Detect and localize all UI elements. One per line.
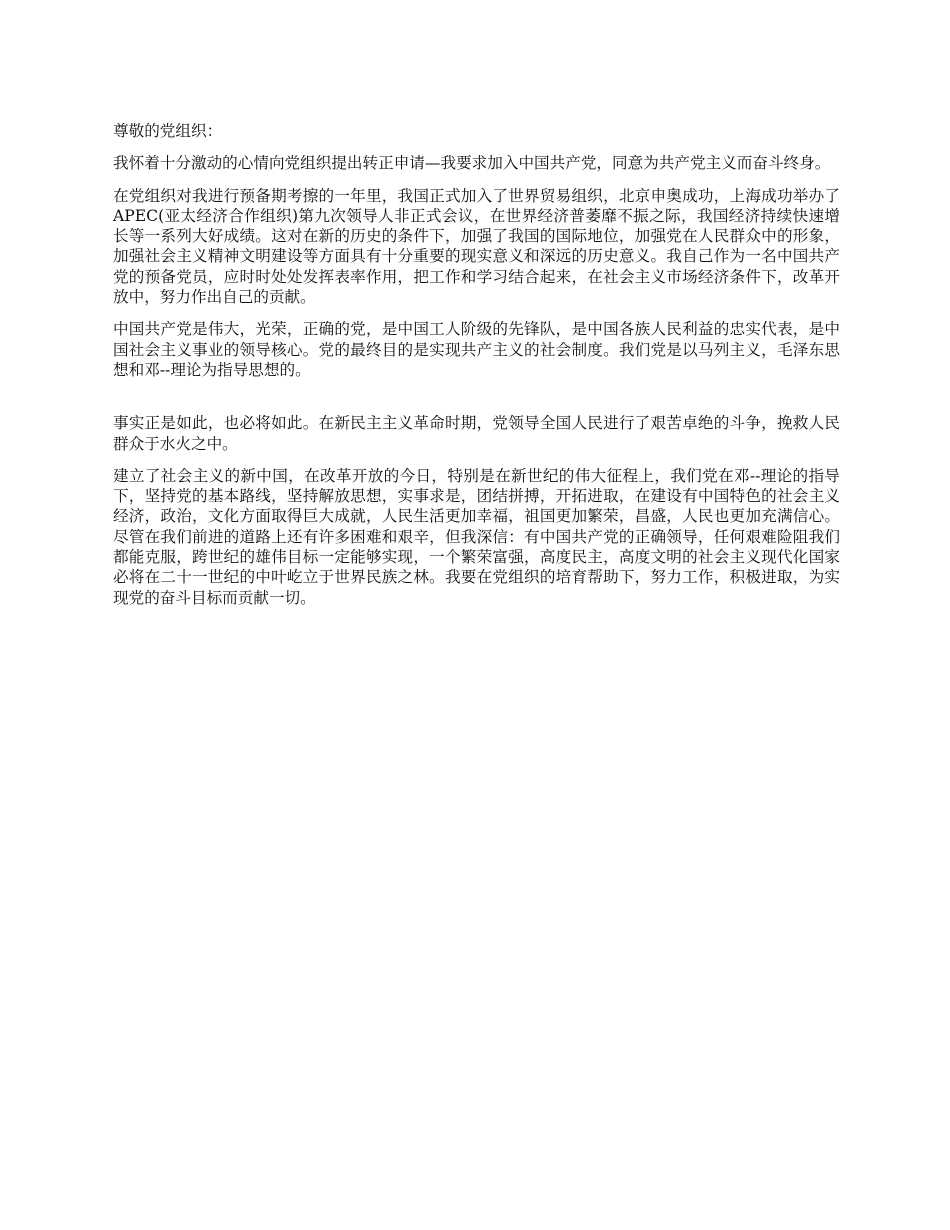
paragraph-new-china: 建立了社会主义的新中国，在改革开放的今日，特别是在新世纪的伟大征程上，我们党在邓--理论的指导下，坚持党的基本路线，坚持解放思想，实事求是，团结拼搏，开拓进取，在建设有中国特色的社会主义经济，政治，文化方面取得巨大成就，人民生活更加幸福，祖国更加繁荣，昌盛，人民也更加充满信心。尽管在我们前进的道路上还有许多困难和艰辛，但我深信：有中国共产党的正确领导，任何艰难险阻我们都能克服，跨世纪的雄伟目标一定能够实现，一个繁荣富强，高度民主，高度文明的社会主义现代化国家必将在二十一世纪的中叶屹立于世界民族之林。我要在党组织的培育帮助下，努力工作，积极进取，为实现党的奋斗目标而贡献一切。	[113, 466, 840, 607]
paragraph-revolution: 事实正是如此，也必将如此。在新民主主义革命时期，党领导全国人民进行了艰苦卓绝的斗争，挽救人民群众于水火之中。	[113, 414, 840, 453]
paragraph-intent: 我怀着十分激动的心情向党组织提出转正申请—我要求加入中国共产党，同意为共产党主义而奋斗终身。	[113, 154, 831, 173]
blank-line	[113, 392, 840, 413]
paragraph-probation-year: 在党组织对我进行预备期考擦的一年里，我国正式加入了世界贸易组织，北京申奥成功，上海成功举办了APEC(亚太经济合作组织)第九次领导人非正式会议，在世界经济普萎靡不振之际，我国经济持续快速增长等一系列大好成绩。这对在新的历史的条件下，加强了我国的国际地位，加强党在人民群众中的形象，加强社会主义精神文明建设等方面具有十分重要的现实意义和深远的历史意义。我自己作为一名中国共产党的预备党员，应时时处处发挥表率作用，把工作和学习结合起来，在社会主义市场经济条件下，改革开放中，努力作出自己的贡献。	[113, 186, 840, 307]
salutation: 尊敬的党组织：	[113, 122, 223, 140]
document-page	[113, 121, 840, 620]
paragraph-party-nature: 中国共产党是伟大，光荣，正确的党，是中国工人阶级的先锋队，是中国各族人民利益的忠实代表，是中国社会主义事业的领导核心。党的最终目的是实现共产主义的社会制度。我们党是以马列主义，毛泽东思想和邓--理论为指导思想的。	[113, 320, 840, 379]
